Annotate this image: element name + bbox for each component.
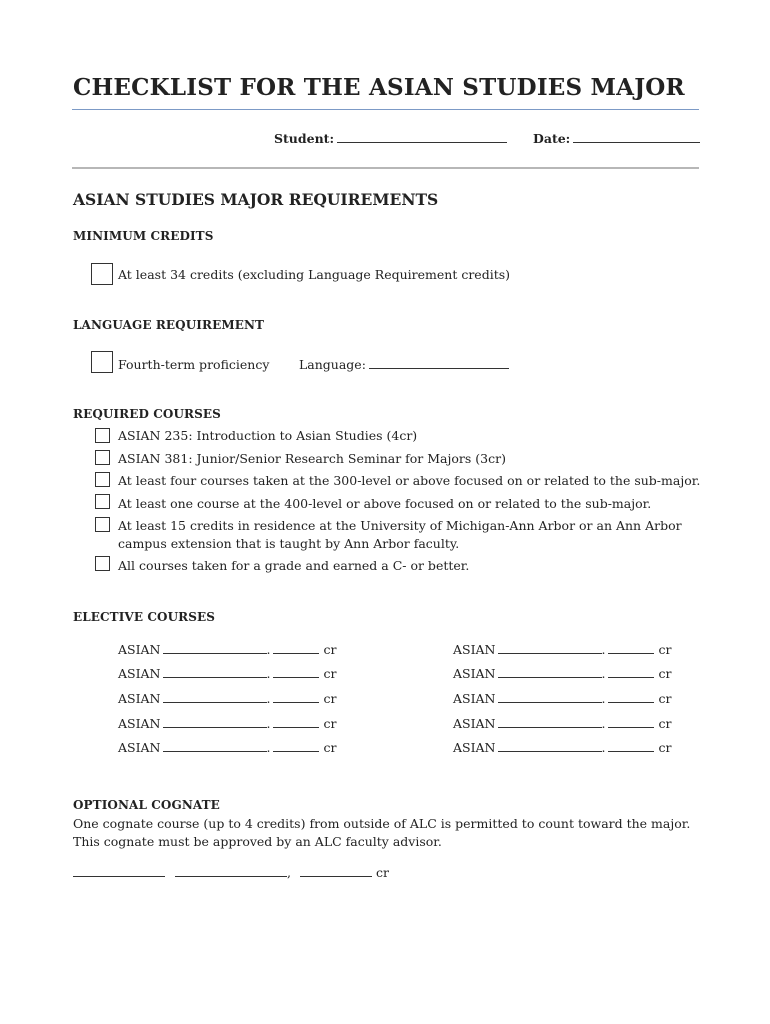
minimum-credits-checkbox[interactable]	[91, 263, 113, 285]
required-checkbox[interactable]	[95, 472, 110, 487]
elective-unit: cr	[658, 691, 672, 706]
required-checkbox[interactable]	[95, 428, 110, 443]
course-number-blank[interactable]	[163, 716, 267, 728]
course-number-blank[interactable]	[498, 716, 602, 728]
student-blank[interactable]	[337, 131, 507, 143]
minimum-credits-heading: MINIMUM CREDITS	[73, 229, 214, 243]
elective-separator: .	[601, 691, 606, 706]
required-checkbox[interactable]	[95, 556, 110, 571]
credits-blank[interactable]	[608, 666, 654, 678]
elective-prefix: ASIAN	[118, 740, 161, 755]
cognate-entry[interactable]	[73, 865, 389, 880]
elective-row[interactable]	[118, 691, 336, 706]
elective-unit: cr	[323, 666, 337, 681]
credits-blank[interactable]	[608, 716, 654, 728]
credits-blank[interactable]	[608, 691, 654, 703]
elective-separator: .	[266, 716, 271, 731]
section-title: ASIAN STUDIES MAJOR REQUIREMENTS	[73, 190, 439, 209]
elective-prefix: ASIAN	[453, 642, 496, 657]
optional-cognate-heading: OPTIONAL COGNATE	[73, 798, 220, 812]
header-divider	[72, 167, 699, 169]
elective-row[interactable]	[118, 716, 336, 731]
credits-blank[interactable]	[273, 740, 319, 752]
elective-row[interactable]	[453, 740, 671, 755]
student-label: Student:	[274, 131, 335, 146]
required-item: ASIAN 235: Introduction to Asian Studies (4cr)	[118, 428, 418, 443]
required-item: All courses taken for a grade and earned a C- or better.	[118, 558, 470, 573]
elective-separator: .	[266, 691, 271, 706]
required-checkbox[interactable]	[95, 517, 110, 532]
credits-blank[interactable]	[608, 740, 654, 752]
student-field	[274, 131, 507, 146]
elective-separator: .	[601, 642, 606, 657]
language-label: Language:	[299, 357, 366, 372]
required-item: At least four courses taken at the 300-level or above focused on or related to the sub-major.	[118, 473, 701, 488]
elective-prefix: ASIAN	[118, 666, 161, 681]
elective-separator: .	[601, 666, 606, 681]
elective-prefix: ASIAN	[118, 642, 161, 657]
elective-separator: .	[266, 740, 271, 755]
credits-blank[interactable]	[273, 666, 319, 678]
credits-blank[interactable]	[273, 691, 319, 703]
required-item: At least one course at the 400-level or above focused on or related to the sub-major.	[118, 496, 652, 511]
course-number-blank[interactable]	[498, 691, 602, 703]
elective-prefix: ASIAN	[118, 691, 161, 706]
language-requirement-heading: LANGUAGE REQUIREMENT	[73, 318, 265, 332]
elective-prefix: ASIAN	[118, 716, 161, 731]
optional-cognate-text: One cognate course (up to 4 credits) from outside of ALC is permitted to count toward the major. This cognate must be approved by an ALC faculty advisor.	[73, 816, 691, 849]
language-blank[interactable]	[369, 357, 509, 369]
elective-courses-heading: ELECTIVE COURSES	[73, 610, 215, 624]
credits-blank[interactable]	[273, 642, 319, 654]
date-field	[533, 131, 700, 146]
elective-row[interactable]	[453, 666, 671, 681]
elective-separator: .	[266, 666, 271, 681]
date-blank[interactable]	[573, 131, 700, 143]
elective-unit: cr	[323, 716, 337, 731]
elective-unit: cr	[323, 691, 337, 706]
language-field	[299, 357, 509, 372]
course-number-blank[interactable]	[163, 691, 267, 703]
required-checkbox[interactable]	[95, 494, 110, 509]
course-number-blank[interactable]	[163, 740, 267, 752]
elective-unit: cr	[323, 642, 337, 657]
elective-row[interactable]	[453, 691, 671, 706]
date-label: Date:	[533, 131, 571, 146]
language-item: Fourth-term proficiency	[118, 357, 270, 372]
title-underline	[72, 109, 699, 110]
course-number-blank[interactable]	[163, 642, 267, 654]
cognate-unit: cr	[375, 865, 389, 880]
elective-row[interactable]	[118, 740, 336, 755]
elective-unit: cr	[658, 716, 672, 731]
cognate-separator: ,	[286, 865, 291, 880]
elective-prefix: ASIAN	[453, 691, 496, 706]
elective-row[interactable]	[453, 716, 671, 731]
elective-separator: .	[601, 740, 606, 755]
elective-unit: cr	[658, 666, 672, 681]
cognate-course-blank[interactable]	[175, 865, 287, 877]
elective-row[interactable]	[118, 642, 336, 657]
language-checkbox[interactable]	[91, 351, 113, 373]
elective-prefix: ASIAN	[453, 740, 496, 755]
minimum-credits-item: At least 34 credits (excluding Language Requirement credits)	[118, 267, 511, 282]
elective-prefix: ASIAN	[453, 666, 496, 681]
course-number-blank[interactable]	[498, 740, 602, 752]
elective-unit: cr	[658, 740, 672, 755]
required-item: ASIAN 381: Junior/Senior Research Seminar for Majors (3cr)	[118, 451, 506, 466]
page-title: CHECKLIST FOR THE ASIAN STUDIES MAJOR	[73, 74, 685, 101]
elective-row[interactable]	[118, 666, 336, 681]
credits-blank[interactable]	[273, 716, 319, 728]
elective-unit: cr	[658, 642, 672, 657]
cognate-dept-blank[interactable]	[73, 865, 165, 877]
elective-separator: .	[601, 716, 606, 731]
course-number-blank[interactable]	[498, 642, 602, 654]
elective-prefix: ASIAN	[453, 716, 496, 731]
credits-blank[interactable]	[608, 642, 654, 654]
required-courses-heading: REQUIRED COURSES	[73, 407, 221, 421]
required-checkbox[interactable]	[95, 450, 110, 465]
required-item: At least 15 credits in residence at the University of Michigan-Ann Arbor or an Ann Arbor campus extension that is taught by Ann Arbor faculty.	[118, 518, 682, 551]
course-number-blank[interactable]	[163, 666, 267, 678]
elective-unit: cr	[323, 740, 337, 755]
course-number-blank[interactable]	[498, 666, 602, 678]
elective-separator: .	[266, 642, 271, 657]
elective-row[interactable]	[453, 642, 671, 657]
cognate-credits-blank[interactable]	[300, 865, 372, 877]
